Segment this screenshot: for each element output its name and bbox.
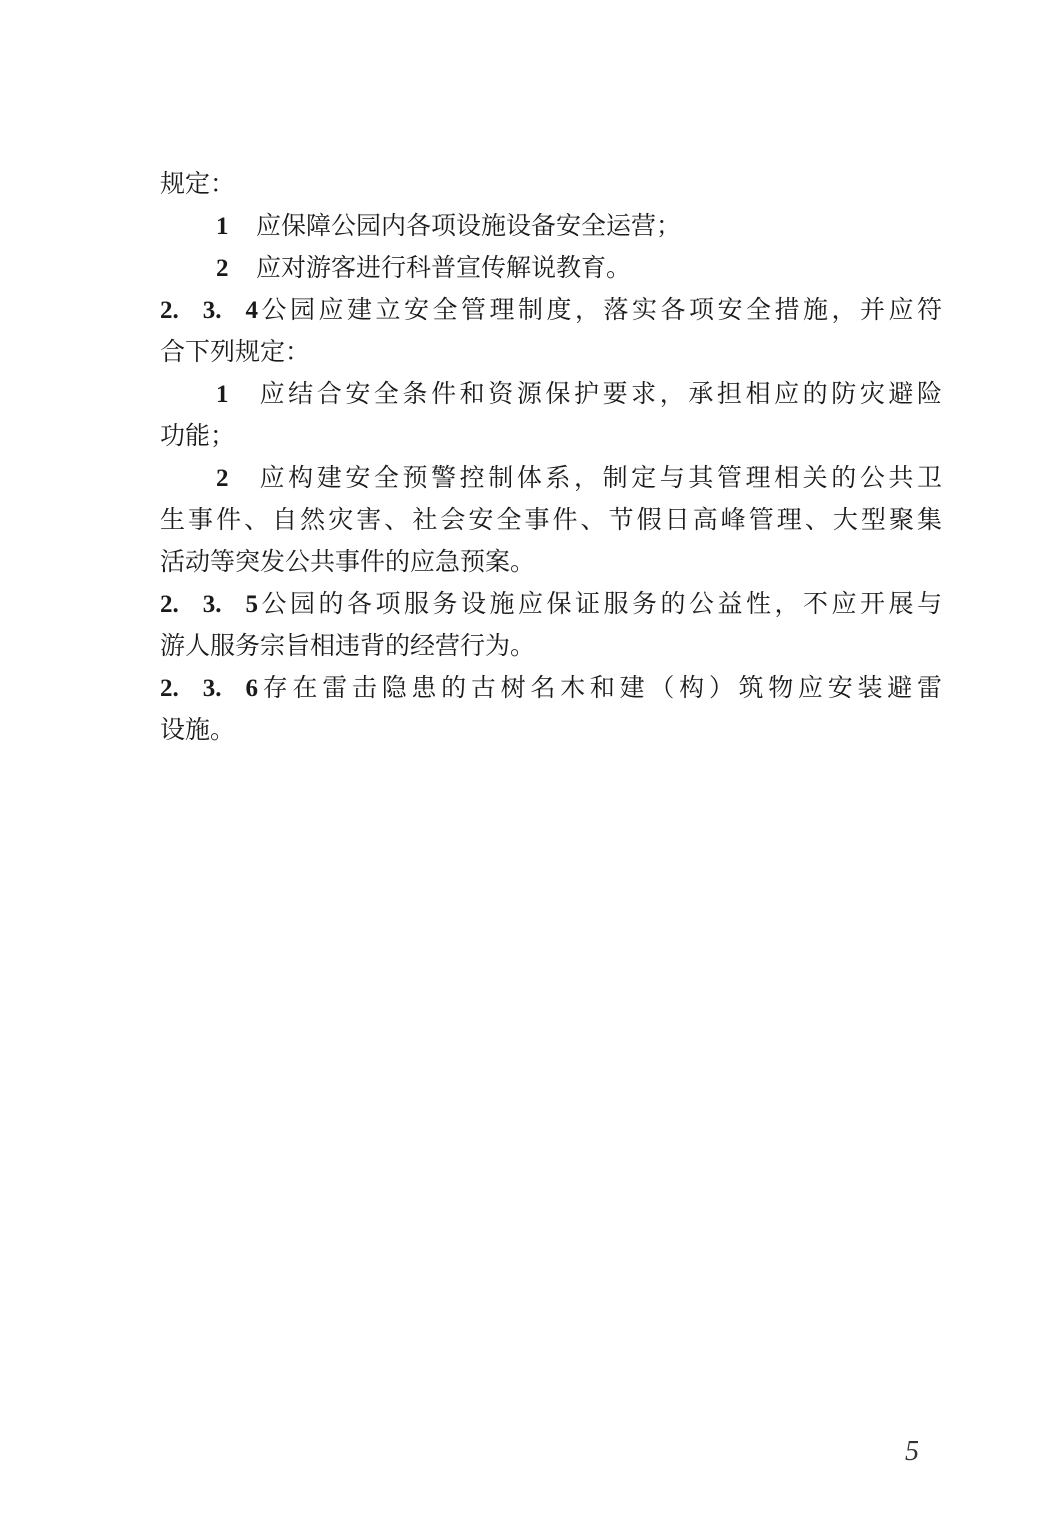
line-text: 游人服务宗旨相违背的经营行为。 xyxy=(160,631,536,660)
line-text: 功能； xyxy=(160,421,236,450)
list-item xyxy=(160,247,942,289)
list-item xyxy=(160,457,942,499)
clause-number: 2. 3. 4 xyxy=(160,297,258,324)
item-text: 应保障公园内各项设施设备安全运营； xyxy=(256,211,682,240)
continuation-line xyxy=(160,499,942,541)
item-number: 1 xyxy=(216,381,229,408)
clause-line xyxy=(160,289,942,331)
item-text: 应构建安全预警控制体系，制定与其管理相关的公共卫 xyxy=(256,463,942,492)
item-text: 应结合安全条件和资源保护要求，承担相应的防灾避险 xyxy=(256,379,942,408)
line-text: 合下列规定： xyxy=(160,337,311,366)
continuation-line xyxy=(160,163,942,205)
list-item xyxy=(160,373,942,415)
page-body xyxy=(160,163,942,751)
item-number: 1 xyxy=(216,213,229,240)
continuation-line xyxy=(160,709,942,751)
item-number: 2 xyxy=(216,465,229,492)
continuation-line xyxy=(160,331,942,373)
clause-number: 2. 3. 6 xyxy=(160,675,258,702)
item-text: 应对游客进行科普宣传解说教育。 xyxy=(256,253,632,282)
clause-line xyxy=(160,667,942,709)
item-number: 2 xyxy=(216,255,229,282)
line-text: 活动等突发公共事件的应急预案。 xyxy=(160,547,536,576)
clause-line xyxy=(160,583,942,625)
continuation-line xyxy=(160,625,942,667)
page-number: 5 xyxy=(905,1436,919,1467)
list-item xyxy=(160,205,942,247)
clause-text: 公园的各项服务设施应保证服务的公益性，不应开展与 xyxy=(258,589,942,618)
clause-number: 2. 3. 5 xyxy=(160,591,258,618)
clause-text: 公园应建立安全管理制度，落实各项安全措施，并应符 xyxy=(258,295,942,324)
continuation-line xyxy=(160,541,942,583)
line-text: 设施。 xyxy=(160,715,236,744)
line-text: 生事件、自然灾害、社会安全事件、节假日高峰管理、大型聚集 xyxy=(160,505,942,534)
continuation-line xyxy=(160,415,942,457)
line-text: 规定： xyxy=(160,169,236,198)
clause-text: 存在雷击隐患的古树名木和建（构）筑物应安装避雷 xyxy=(258,673,942,702)
